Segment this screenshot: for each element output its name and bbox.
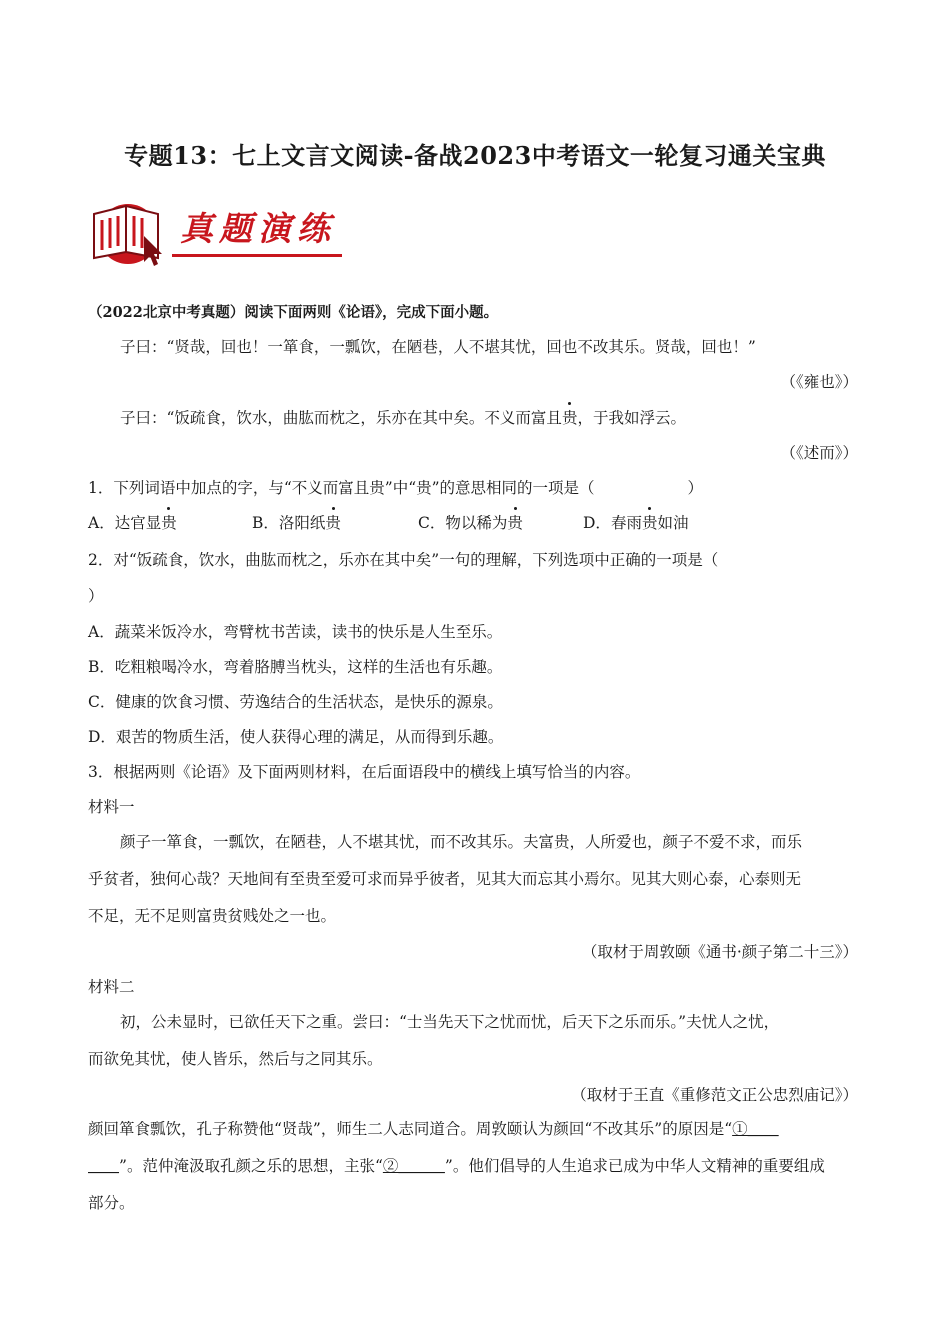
dotted-char: 贵 [641,514,658,532]
material1-source: （取材于周敦颐《通书·颜子第二十三》） [581,943,858,961]
passage2-text [120,408,895,428]
blank-1-continued[interactable]: ＿＿ [88,1157,120,1175]
banner-label: 真题演练 [180,209,336,248]
q2-stem-close: ） [88,587,104,605]
paragraph-line3: 部分。 [88,1194,135,1212]
material1-line1: 颜子一箪食，一瓢饮，在陋巷，人不堪其忧，而不改其乐。夫富贵，人所爱也，颜子不爱不求，而乐 [120,833,803,851]
q1-option-c[interactable]: C．物以稀为贵 [418,514,523,532]
dotted-char: 贵 [161,514,177,532]
q1-option-b[interactable]: B．洛阳纸贵 [252,514,341,532]
dotted-char: 贵 [325,514,341,532]
material2-label: 材料二 [88,978,135,996]
passage2-before: 子曰：“饭疏食，饮水，曲肱而枕之，乐亦在其中矣。不义而富且 [120,409,562,427]
q2-option-c[interactable]: C．健康的饮食习惯、劳逸结合的生活状态，是快乐的源泉。 [88,693,503,711]
q3-stem: 3．根据两则《论语》及下面两则材料，在后面语段中的横线上填写恰当的内容。 [88,763,641,781]
dotted-char: 贵 [507,514,523,532]
q2-option-d[interactable]: D．艰苦的物质生活，使人获得心理的满足，从而得到乐趣。 [88,728,504,746]
q2-option-b[interactable]: B．吃粗粮喝冷水，弯着胳膊当枕头，这样的生活也有乐趣。 [88,658,503,676]
passage1-source: （《雍也》） [780,373,858,391]
blank-1[interactable]: ①＿＿ [732,1120,779,1138]
q2-option-a[interactable]: A．蔬菜米饭冷水，弯臂枕书苦读，读书的快乐是人生至乐。 [88,623,503,641]
banner-underline [172,254,342,257]
passage2-after: ，于我如浮云。 [577,409,686,427]
material2-line2: 而欲免其忧，使人皆乐，然后与之同其乐。 [88,1050,383,1068]
q2-stem: 2．对“饭疏食，饮水，曲肱而枕之，乐亦在其中矣”一句的理解，下列选项中正确的一项是（ [88,551,719,569]
q1-option-d[interactable]: D．春雨贵如油 [583,514,689,532]
paragraph-line1: 颜回箪食瓢饮，孔子称赞他“贤哉”，师生二人志同道合。周敦颐认为颜回“不改其乐”的原因是“①＿＿ [88,1120,779,1138]
paragraph-line2: ＿＿”。范仲淹汲取孔颜之乐的思想，主张“②＿＿＿”。他们倡导的人生追求已成为中华人文精神的重要组成 [88,1157,825,1175]
material1-line3: 不足，无不足则富贵贫贱处之一也。 [88,907,337,925]
passage1-text: 子曰：“贤哉，回也！一箪食，一瓢饮，在陋巷，人不堪其忧，回也不改其乐。贤哉，回也！” [120,338,756,356]
material2-source: （取材于王直《重修范文正公忠烈庙记》） [571,1086,858,1104]
material1-label: 材料一 [88,798,135,816]
blank-2[interactable]: ②＿＿＿ [382,1157,445,1175]
passage2-source: （《述而》） [780,444,858,462]
q1-stem: 1．下列词语中加点的字，与“不义而富且贵”中“贵”的意思相同的一项是（ ） [88,479,704,497]
page-title: 专题13：七上文言文阅读-备战2023中考语文一轮复习通关宝典 [124,141,826,170]
material2-line1: 初，公未显时，已欲任天下之重。尝曰：“士当先天下之忧而忧，后天下之乐而乐。”夫忧人之忧， [120,1013,780,1031]
q1-option-a[interactable]: A．达官显贵 [88,514,177,532]
dotted-char: 贵 [561,409,578,427]
material1-line2: 乎贫者，独何心哉？天地间有至贵至爱可求而异乎彼者，见其大而忘其小焉尔。见其大则心泰，心泰则无 [88,870,802,888]
question-intro: （2022北京中考真题）阅读下面两则《论语》，完成下面小题。 [88,304,499,321]
